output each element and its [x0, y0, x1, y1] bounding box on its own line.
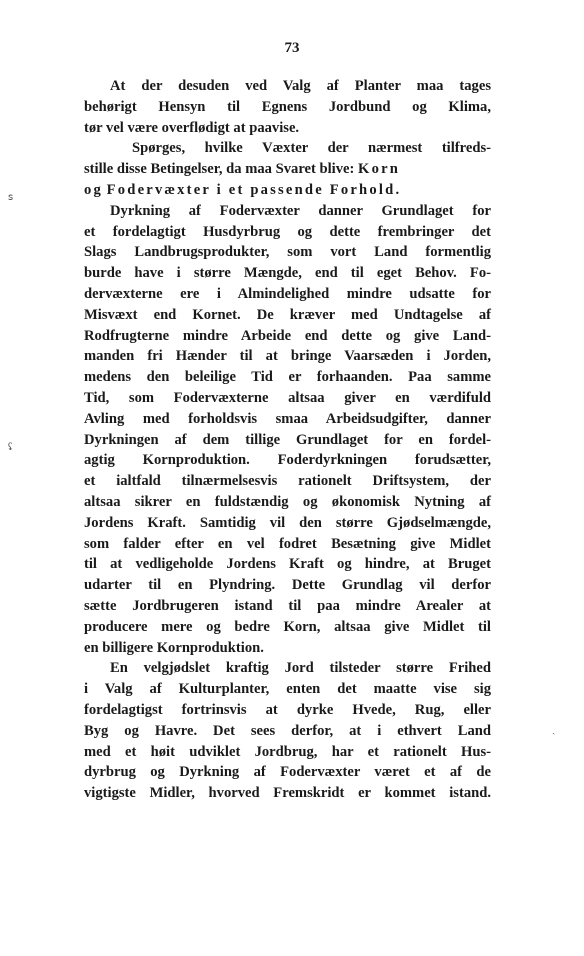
text-line: i Valg af Kulturplanter, enten det maatte vise sig	[84, 681, 491, 698]
margin-mark: ʢ	[8, 442, 13, 453]
text-line: sætte Jordbrugeren istand til paa mindre Arealer at	[84, 597, 491, 614]
text-line: medens den beleilige Tid er forhaanden. Paa samme	[84, 369, 491, 386]
margin-mark: ˎ	[552, 724, 556, 735]
text-line: udarter til en Plyndring. Dette Grundlag vil derfor	[84, 577, 491, 594]
text-line: tør vel være overflødigt at paavise.	[84, 119, 300, 136]
text-line: Byg og Havre. Det sees derfor, at i ethvert Land	[84, 722, 491, 739]
text-line: et ialtfald tilnærmelsesvis rationelt Driftsystem, der	[84, 473, 491, 490]
emphasis-phrase: Fodervæxter i et passende Forhold.	[106, 181, 402, 198]
text-line: Slags Landbrugsprodukter, som vort Land formentlig	[84, 244, 491, 261]
text-line-with-emphasis	[84, 159, 491, 180]
margin-mark: ꜱ	[8, 192, 14, 203]
text-line: dyrbrug og Dyrkning af Fodervæxter været et af de	[84, 764, 491, 781]
text-line: Spørges, hvilke Væxter der nærmest tilfreds-	[132, 140, 491, 157]
text-line: altsaa sikrer en fuldstændig og økonomisk Nytning af	[84, 493, 491, 510]
text-line: En velgjødslet kraftig Jord tilsteder større Frihed	[110, 660, 491, 677]
text-segment: stille disse Betingelser, da maa Svaret blive:	[84, 161, 355, 178]
text-line: til at vedligeholde Jordens Kraft og hindre, at Bruget	[84, 556, 491, 573]
text-line: som falder efter en vel fodret Besætning give Midlet	[84, 535, 491, 552]
text-line: At der desuden ved Valg af Planter maa tages	[110, 78, 491, 94]
text-line: Dyrkning af Fodervæxter danner Grundlaget for	[110, 202, 491, 219]
text-line: Rodfrugterne mindre Arbeide end dette og give Land-	[84, 327, 491, 344]
text-line: fordelagtigst fortrinsvis at dyrke Hvede, Rug, eller	[84, 701, 491, 718]
text-line: producere mere og bedre Korn, altsaa give Midlet til	[84, 618, 491, 635]
text-line: agtig Kornproduktion. Foderdyrkningen forudsætter,	[84, 452, 491, 469]
text-line: Avling med forholdsvis smaa Arbeidsudgifter, danner	[84, 410, 491, 427]
text-line: Jordens Kraft. Samtidig vil den større Gjødselmængde,	[84, 514, 491, 531]
text-line: et fordelagtigt Husdyrbrug og dette frembringer det	[84, 223, 491, 240]
text-segment: og	[84, 181, 103, 198]
text-line: en billigere Kornproduktion.	[84, 639, 264, 656]
text-line: dervæxterne ere i Almindelighed mindre udsatte for	[84, 285, 491, 302]
text-line: behørigt Hensyn til Egnens Jordbund og Klima,	[84, 98, 491, 115]
text-line: Misvæxt end Kornet. De kræver med Undtagelse af	[84, 306, 491, 323]
text-line: med et høit udviklet Jordbrug, har et rationelt Hus-	[84, 743, 491, 760]
page-number: 73	[284, 40, 300, 56]
text-line: vigtigste Midler, hvorved Fremskridt er kommet istand.	[84, 785, 491, 802]
text-line: manden fri Hænder til at bringe Vaarsæden i Jorden,	[84, 348, 491, 365]
text-line-with-emphasis	[84, 180, 491, 201]
text-line: Tid, som Fodervæxterne altsaa giver en værdifuld	[84, 389, 491, 406]
body-text	[84, 76, 491, 804]
emphasis-word: Korn	[358, 161, 401, 178]
text-line: burde have i større Mængde, end til eget Behov. Fo-	[84, 265, 491, 282]
text-line: Dyrkningen af dem tillige Grundlaget for en fordel-	[84, 431, 491, 448]
